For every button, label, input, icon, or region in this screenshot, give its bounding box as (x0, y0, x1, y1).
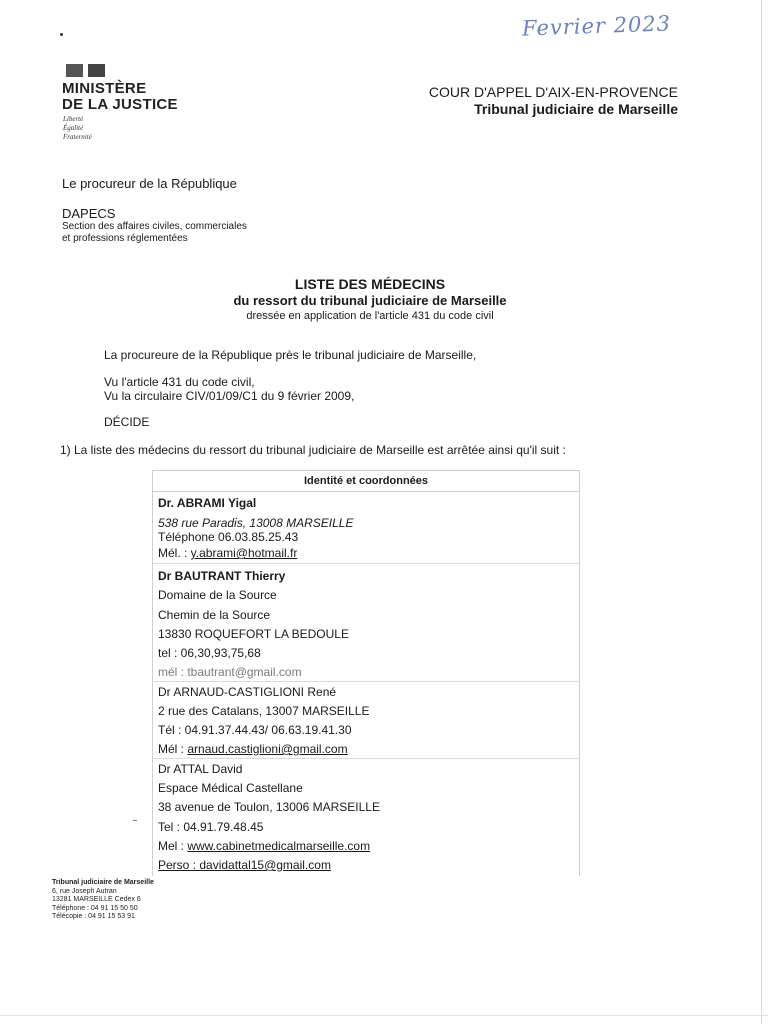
doctor-name: Dr. ABRAMI Yigal (158, 496, 257, 510)
doctor-phone: Tel : 04.91.79.48.45 (158, 820, 264, 834)
service-name: DAPECS (62, 206, 116, 221)
email-label: Mél. : (158, 546, 191, 560)
intro-paragraph: La procureure de la République près le tribunal judiciaire de Marseille, (104, 348, 477, 362)
row-divider (153, 563, 579, 564)
scan-mark (133, 820, 137, 821)
doctor-email[interactable]: mél : tbautrant@gmail.com (158, 665, 302, 679)
footer-tribunal-name: Tribunal judiciaire de Marseille (52, 879, 154, 886)
row-divider (153, 758, 579, 759)
motto-liberte: Liberté (63, 115, 84, 123)
footer-phone: Téléphone : 04 91 15 50 50 (52, 904, 138, 912)
doctor-personal-email-link[interactable]: davidattal15@gmail.com (199, 858, 331, 872)
legal-reference-2: Vu la circulaire CIV/01/09/C1 du 9 février 2009, (104, 389, 355, 403)
doctor-address-line: 38 avenue de Toulon, 13006 MARSEILLE (158, 800, 380, 814)
doctor-name: Dr ARNAUD-CASTIGLIONI René (158, 685, 337, 699)
doctor-email-row (158, 546, 297, 560)
document-subtitle: du ressort du tribunal judiciaire de Marseille (233, 293, 507, 308)
ministry-line-1: MINISTÈRE (62, 80, 147, 97)
procureur-title: Le procureur de la République (62, 176, 237, 191)
page-edge (761, 0, 762, 1024)
handwritten-date: Fevrier 2023 (521, 11, 672, 41)
doctor-address: 538 rue Paradis, 13008 MARSEILLE (158, 516, 354, 530)
section-name: Section des affaires civiles, commerciales et professions réglementées (62, 221, 247, 244)
decision-heading: DÉCIDE (104, 415, 150, 429)
website-label: Mel : (158, 839, 188, 853)
row-divider (153, 681, 579, 682)
scan-mark (60, 33, 63, 36)
doctor-address-line: 13830 ROQUEFORT LA BEDOULE (158, 627, 349, 641)
footer-fax: Télécopie : 04 91 15 53 91 (52, 913, 135, 921)
tribunal-footer (52, 879, 154, 922)
doctor-email-row (158, 742, 348, 756)
doctor-website-row (158, 839, 370, 853)
page-bottom-edge (0, 1015, 768, 1016)
court-header (429, 84, 678, 118)
doctor-personal-email-row (158, 858, 331, 872)
ministry-logo-text (62, 81, 178, 113)
doctors-table (152, 470, 580, 876)
document-title: LISTE DES MÉDECINS (294, 276, 446, 292)
doctor-website-link[interactable]: www.cabinetmedicalmarseille.com (187, 839, 371, 853)
doctor-address: 2 rue des Catalans, 13007 MARSEILLE (158, 704, 370, 718)
email-label: Mél : (158, 742, 188, 756)
motto-fraternite: Fraternité (63, 133, 92, 141)
tribunal-name: Tribunal judiciaire de Marseille (474, 101, 678, 117)
doctor-name: Dr BAUTRANT Thierry (158, 569, 286, 583)
marianne-logo-icon (66, 64, 106, 77)
ministry-line-2: DE LA JUSTICE (62, 96, 178, 113)
table-header: Identité et coordonnées (153, 471, 579, 492)
perso-label: Perso : (158, 858, 200, 872)
document-legal-basis: dressée en application de l'article 431 du code civil (246, 310, 494, 322)
doctor-phone: tel : 06,30,93,75,68 (158, 646, 261, 660)
court-name: COUR D'APPEL D'AIX-EN-PROVENCE (428, 84, 678, 100)
doctor-phone: Tél : 04.91.37.44.43/ 06.63.19.41.30 (158, 723, 352, 737)
motto-egalite: Égalité (63, 124, 84, 132)
republic-motto (63, 115, 92, 142)
doctor-address-line: Chemin de la Source (158, 608, 271, 622)
footer-city: 13281 MARSEILLE Cedex 6 (52, 896, 141, 904)
article-1: 1) La liste des médecins du ressort du tribunal judiciaire de Marseille est arrêtée ainsi qu'il suit : (60, 443, 566, 457)
legal-reference-1: Vu l'article 431 du code civil, (104, 375, 255, 389)
doctor-name: Dr ATTAL David (158, 762, 243, 776)
doctor-email-link[interactable]: y.abrami@hotmail.fr (190, 546, 298, 560)
doctor-email-link[interactable]: arnaud.castiglioni@gmail.com (187, 742, 348, 756)
doctor-phone: Téléphone 06.03.85.25.43 (158, 530, 299, 544)
doctor-address-line: Domaine de la Source (158, 588, 277, 602)
footer-street: 6, rue Joseph Autran (52, 887, 117, 895)
doctor-address-line: Espace Médical Castellane (158, 781, 303, 795)
